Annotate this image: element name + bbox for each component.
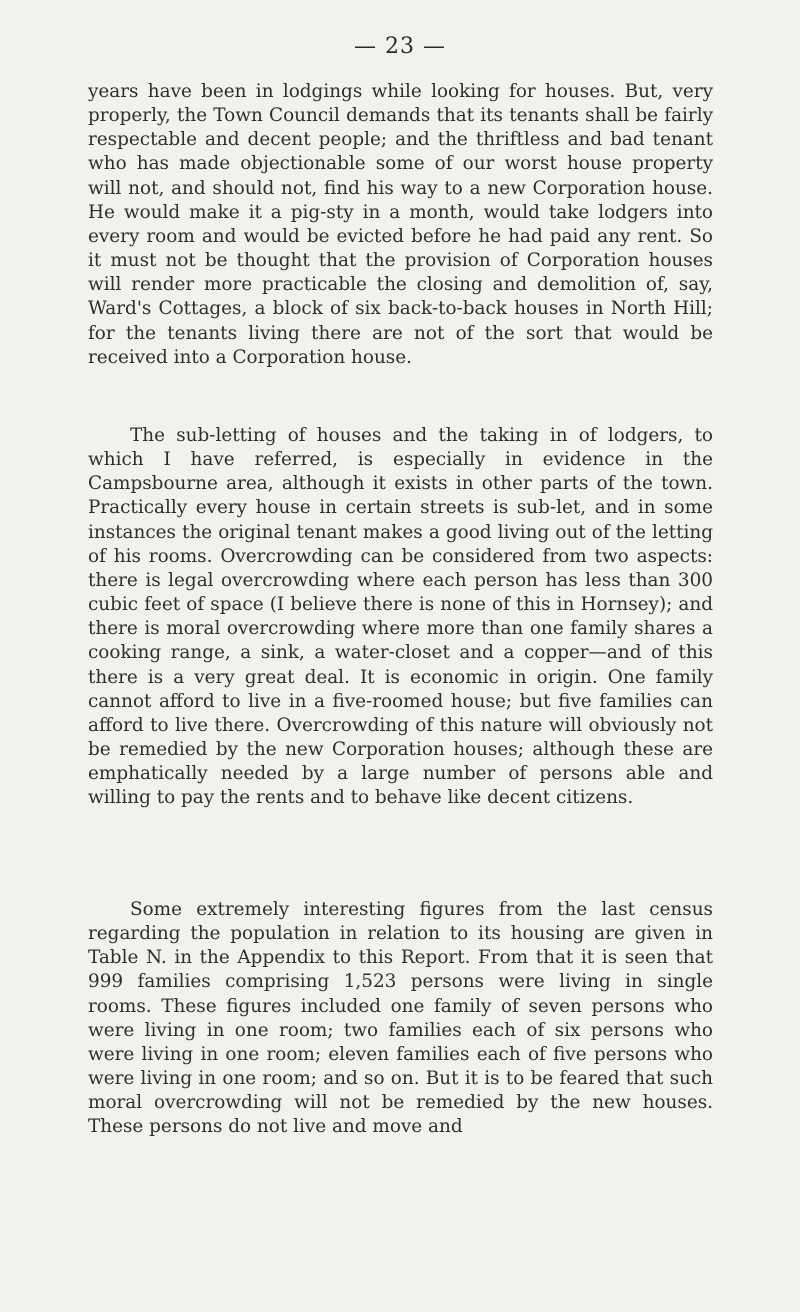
paragraph-3-container [88,898,713,1140]
paragraph: Some extremely interesting figures from the last census regarding the population in relation to its housing are given in Table N. in the Appendix to this Report. From that it is seen that 999 families comprising 1,523 persons were living in single rooms. These figures included one family of seven persons who were living in one room; two families each of six persons who were living in one room; eleven families each of five persons who were living in one room; and so on. But it is to be feared that such moral overcrowding will not be remedied by the new houses. These persons do not live and move and [88,899,713,1138]
paragraph-2-container [88,424,713,811]
paragraph-1-container [88,80,713,370]
paragraph: The sub-letting of houses and the taking in of lodgers, to which I have referred, is especially in evidence in the Campsbourne area, although it exists in other parts of the town. Practically every house in certain streets is sub-let, and in some instances the original tenant makes a good living out of the letting of his rooms. Overcrowding can be considered from two aspects: there is legal overcrowding where each person has less than 300 cubic feet of space (I believe there is none of this in Hornsey); and there is moral overcrowding where more than one family shares a cooking range, a sink, a water-closet and a copper—and of this there is a very great deal. It is economic in origin. One family cannot afford to live in a five-roomed house; but five families can afford to live there. Overcrowding of this nature will obviously not be remedied by the new Corporation houses; although these are emphatically needed by a large number of persons able and willing to pay the rents and to behave like decent citizens. [88,425,713,809]
paragraph: years have been in lodgings while looking for houses. But, very properly, the Town Council demands that its tenants shall be fairly respectable and decent people; and the thriftless and bad tenant who has made objectionable some of our worst house property will not, and should not, find his way to a new Corporation house. He would make it a pig-sty in a month, would take lodgers into every room and would be evicted before he had paid any rent. So it must not be thought that the provision of Corporation houses will render more practicable the closing and demolition of, say, Ward's Cottages, a block of six back-to-back houses in North Hill; for the tenants living there are not of the sort that would be received into a Corporation house. [88,81,713,368]
page-number: — 23 — [354,34,446,59]
